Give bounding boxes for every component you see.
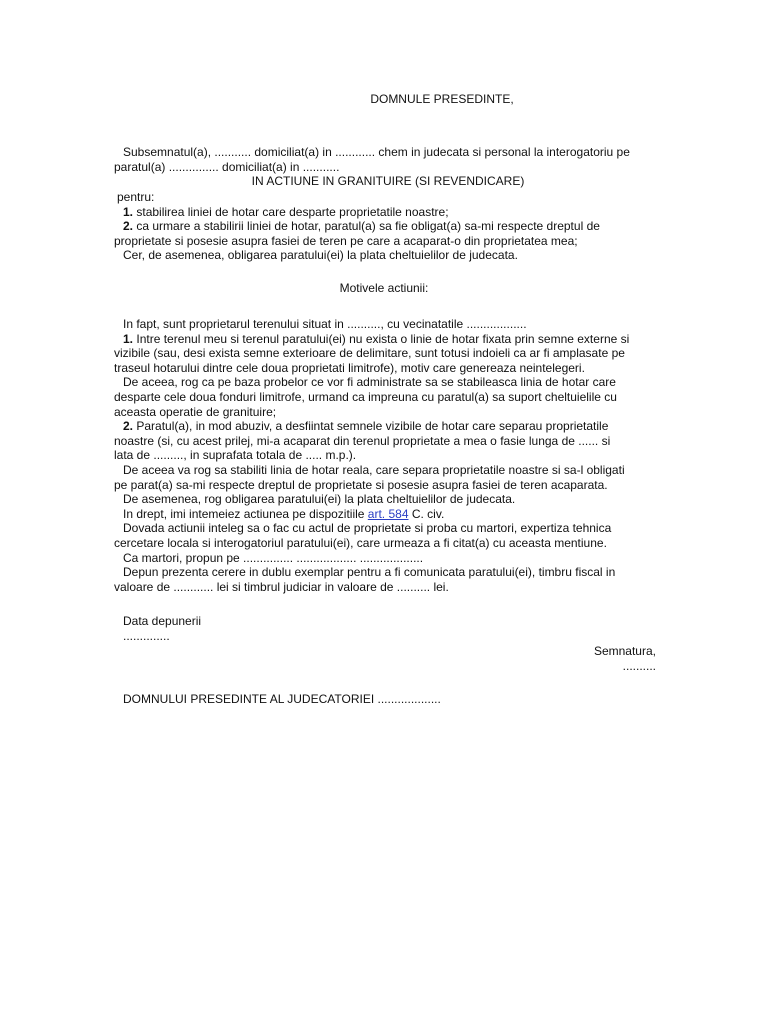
- pentru-label: pentru:: [117, 190, 155, 204]
- request-number: 1.: [123, 204, 134, 219]
- request-text: proprietate si posesie asupra fasiei de teren pe care a acaparat-o din proprietatea mea;: [114, 233, 578, 248]
- facts-section: [114, 317, 662, 594]
- fact-text: noastre (si, cu acest prilej, mi-a acaparat din terenul proprietate a mea o fasie lunga de ...... si: [114, 433, 611, 448]
- fact-request: De aceea, rog ca pe baza probelor ce vor fi administrate sa se stabileasca linia de hotar care: [123, 375, 616, 390]
- facts-intro: In fapt, sunt proprietarul terenului situat in .........., cu vecinatatile ..................: [123, 317, 527, 331]
- request-text: ca urmare a stabilirii liniei de hotar, paratul(a) sa fie obligat(a) sa-mi respecte dreptul de: [136, 219, 600, 234]
- article-link[interactable]: art. 584: [367, 506, 409, 521]
- motive-title: Motivele actiunii:: [339, 281, 429, 295]
- addressee-section: [114, 692, 662, 707]
- fact-item: [114, 332, 662, 347]
- addressee: DOMNULUI PRESEDINTE AL JUDECATORIEI ...................: [123, 692, 441, 706]
- evidence-text: Dovada actiunii inteleg sa o fac cu actul de proprietate si proba cu martori, expertiza tehnica: [123, 521, 612, 536]
- evidence-text: cercetare locala si interogatoriul paratului(ei), care urmeaza a fi citat(a) cu aceasta mentiune.: [114, 535, 607, 550]
- request-item: [114, 219, 662, 234]
- action-title: IN ACTIUNE IN GRANITUIRE (SI REVENDICARE): [251, 174, 525, 188]
- requests-section: [114, 190, 662, 263]
- fact-request: aceasta operatie de granituire;: [114, 404, 277, 419]
- fact-text: Intre terenul meu si terenul paratului(ei) nu exista o linie de hotar fixata prin semne externe si: [136, 331, 630, 346]
- signature-value: ..........: [622, 658, 656, 673]
- law-paragraph: [114, 507, 662, 522]
- request-number: 2.: [123, 219, 134, 234]
- fact-request: pe parat(a) sa-mi respecte dreptul de proprietate si posesie asupra fasiei de teren acaparata.: [114, 477, 608, 492]
- witnesses-text: Ca martori, propun pe ............... .................. ...................: [123, 550, 424, 565]
- signature-label: Semnatura,: [593, 644, 656, 658]
- fact-number: 1.: [123, 331, 134, 346]
- request-text: stabilirea liniei de hotar care desparte proprietatile noastre;: [136, 204, 449, 219]
- filing-text: valoare de ............ lei si timbrul judiciar in valoare de .......... lei.: [114, 579, 449, 594]
- fact-text: Paratul(a), in mod abuziv, a desfiintat semnele vizibile de hotar care separau proprietatile: [136, 419, 609, 434]
- filing-text: Depun prezenta cerere in dublu exemplar pentru a fi comunicata paratului(ei), timbru fiscal in: [123, 565, 616, 580]
- fact-text: vizibile (sau, desi exista semne exterioare de delimitare, sunt totusi indoieli ca ar fi amplasate pe: [114, 346, 625, 361]
- request-item: [114, 205, 662, 220]
- law-text: In drept, imi intemeiez actiunea pe dispozitiile: [123, 506, 368, 521]
- costs-request: Cer, de asemenea, obligarea paratului(ei) la plata cheltuielilor de judecata.: [123, 248, 518, 263]
- fact-request: De aceea va rog sa stabiliti linia de hotar reala, care separa proprietatile noastre si sa-l obligati: [123, 462, 625, 477]
- fact-text: traseul hotarului dintre cele doua proprietati limitrofe), motiv care genereaza neintelegeri.: [114, 360, 585, 375]
- intro-line: paratul(a) ............... domiciliat(a) in ...........: [114, 159, 340, 174]
- signature-section: [400, 644, 656, 673]
- law-text: C. civ.: [408, 506, 445, 521]
- fact-text: lata de ........., in suprafata totala de ..... m.p.).: [114, 448, 357, 463]
- page-title: DOMNULE PRESEDINTE,: [370, 92, 514, 106]
- fact-number: 2.: [123, 419, 134, 434]
- date-value: ..............: [123, 628, 170, 643]
- intro-paragraph: [114, 145, 662, 174]
- intro-line: Subsemnatul(a), ........... domiciliat(a) in ............ chem in judecata si personal la interogatoriu pe: [123, 145, 630, 159]
- fact-item: [114, 419, 662, 434]
- facts-costs: De asemenea, rog obligarea paratului(ei) la plata cheltuielilor de judecata.: [123, 492, 516, 507]
- date-label: Data depunerii: [123, 614, 202, 628]
- date-section: [114, 614, 662, 643]
- fact-request: desparte cele doua fonduri limitrofe, urmand ca impreuna cu paratul(a) sa suport cheltuielile cu: [114, 389, 617, 404]
